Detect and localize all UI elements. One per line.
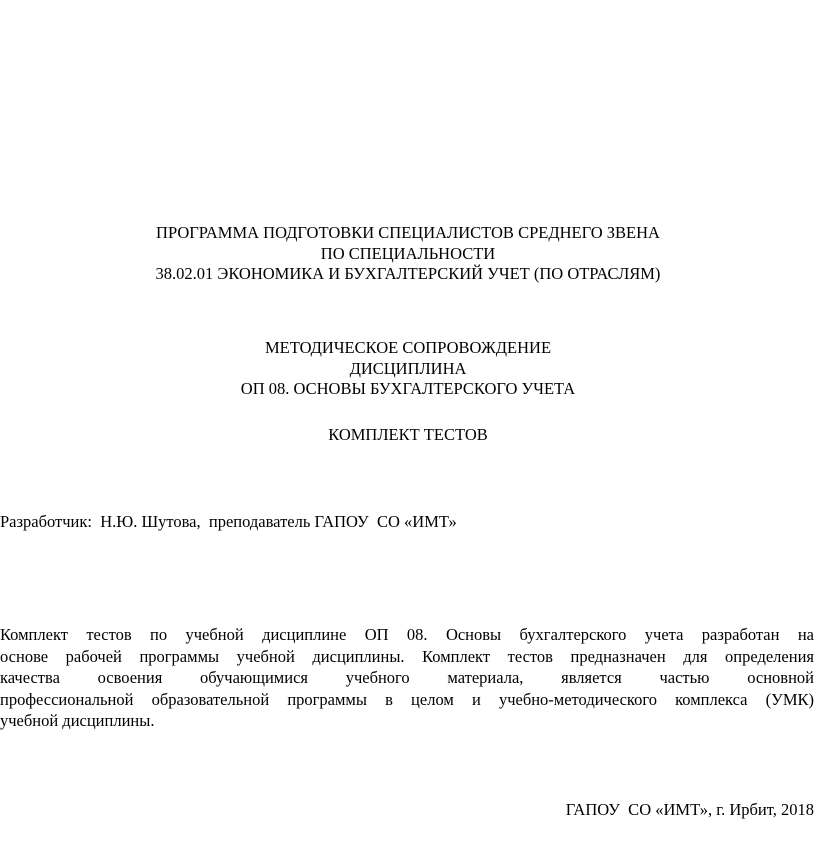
discipline-title-line-2: ДИСЦИПЛИНА — [349, 358, 467, 378]
discipline-title-line-3: ОП 08. ОСНОВЫ БУХГАЛТЕРСКОГО УЧЕТА — [240, 379, 576, 398]
program-title — [0, 223, 816, 285]
description-line-2: основе рабочей программы учебной дисциплины. Комплект тестов предназначен для определения — [0, 646, 814, 666]
footer-organization-city-year: ГАПОУ СО «ИМТ», г. Ирбит, 2018 — [565, 800, 814, 819]
program-title-line-2: ПО СПЕЦИАЛЬНОСТИ — [320, 243, 496, 263]
description-line-5: учебной дисциплины. — [0, 711, 155, 730]
discipline-title-line-1: МЕТОДИЧЕСКОЕ СОПРОВОЖДЕНИЕ — [264, 338, 552, 357]
description-line-1: Комплект тестов по учебной дисциплине ОП 08. Основы бухгалтерского учета разработан на — [0, 625, 814, 644]
program-title-line-1: ПРОГРАММА ПОДГОТОВКИ СПЕЦИАЛИСТОВ СРЕДНЕГО ЗВЕНА — [156, 223, 660, 242]
description-line-4: профессиональной образовательной программы в целом и учебно-методического комплекса (УМК) — [0, 689, 814, 709]
description-line-3: качества освоения обучающимися учебного материала, является частью основной — [0, 668, 814, 687]
discipline-title — [0, 338, 816, 400]
tests-heading-text: КОМПЛЕКТ ТЕСТОВ — [328, 425, 488, 444]
description-paragraph — [0, 624, 814, 732]
developer-info: Разработчик: Н.Ю. Шутова, преподаватель ГАПОУ СО «ИМТ» — [0, 512, 457, 531]
tests-heading — [0, 425, 816, 446]
program-title-line-3: 38.02.01 ЭКОНОМИКА И БУХГАЛТЕРСКИЙ УЧЕТ (ПО ОТРАСЛЯМ) — [155, 264, 661, 283]
